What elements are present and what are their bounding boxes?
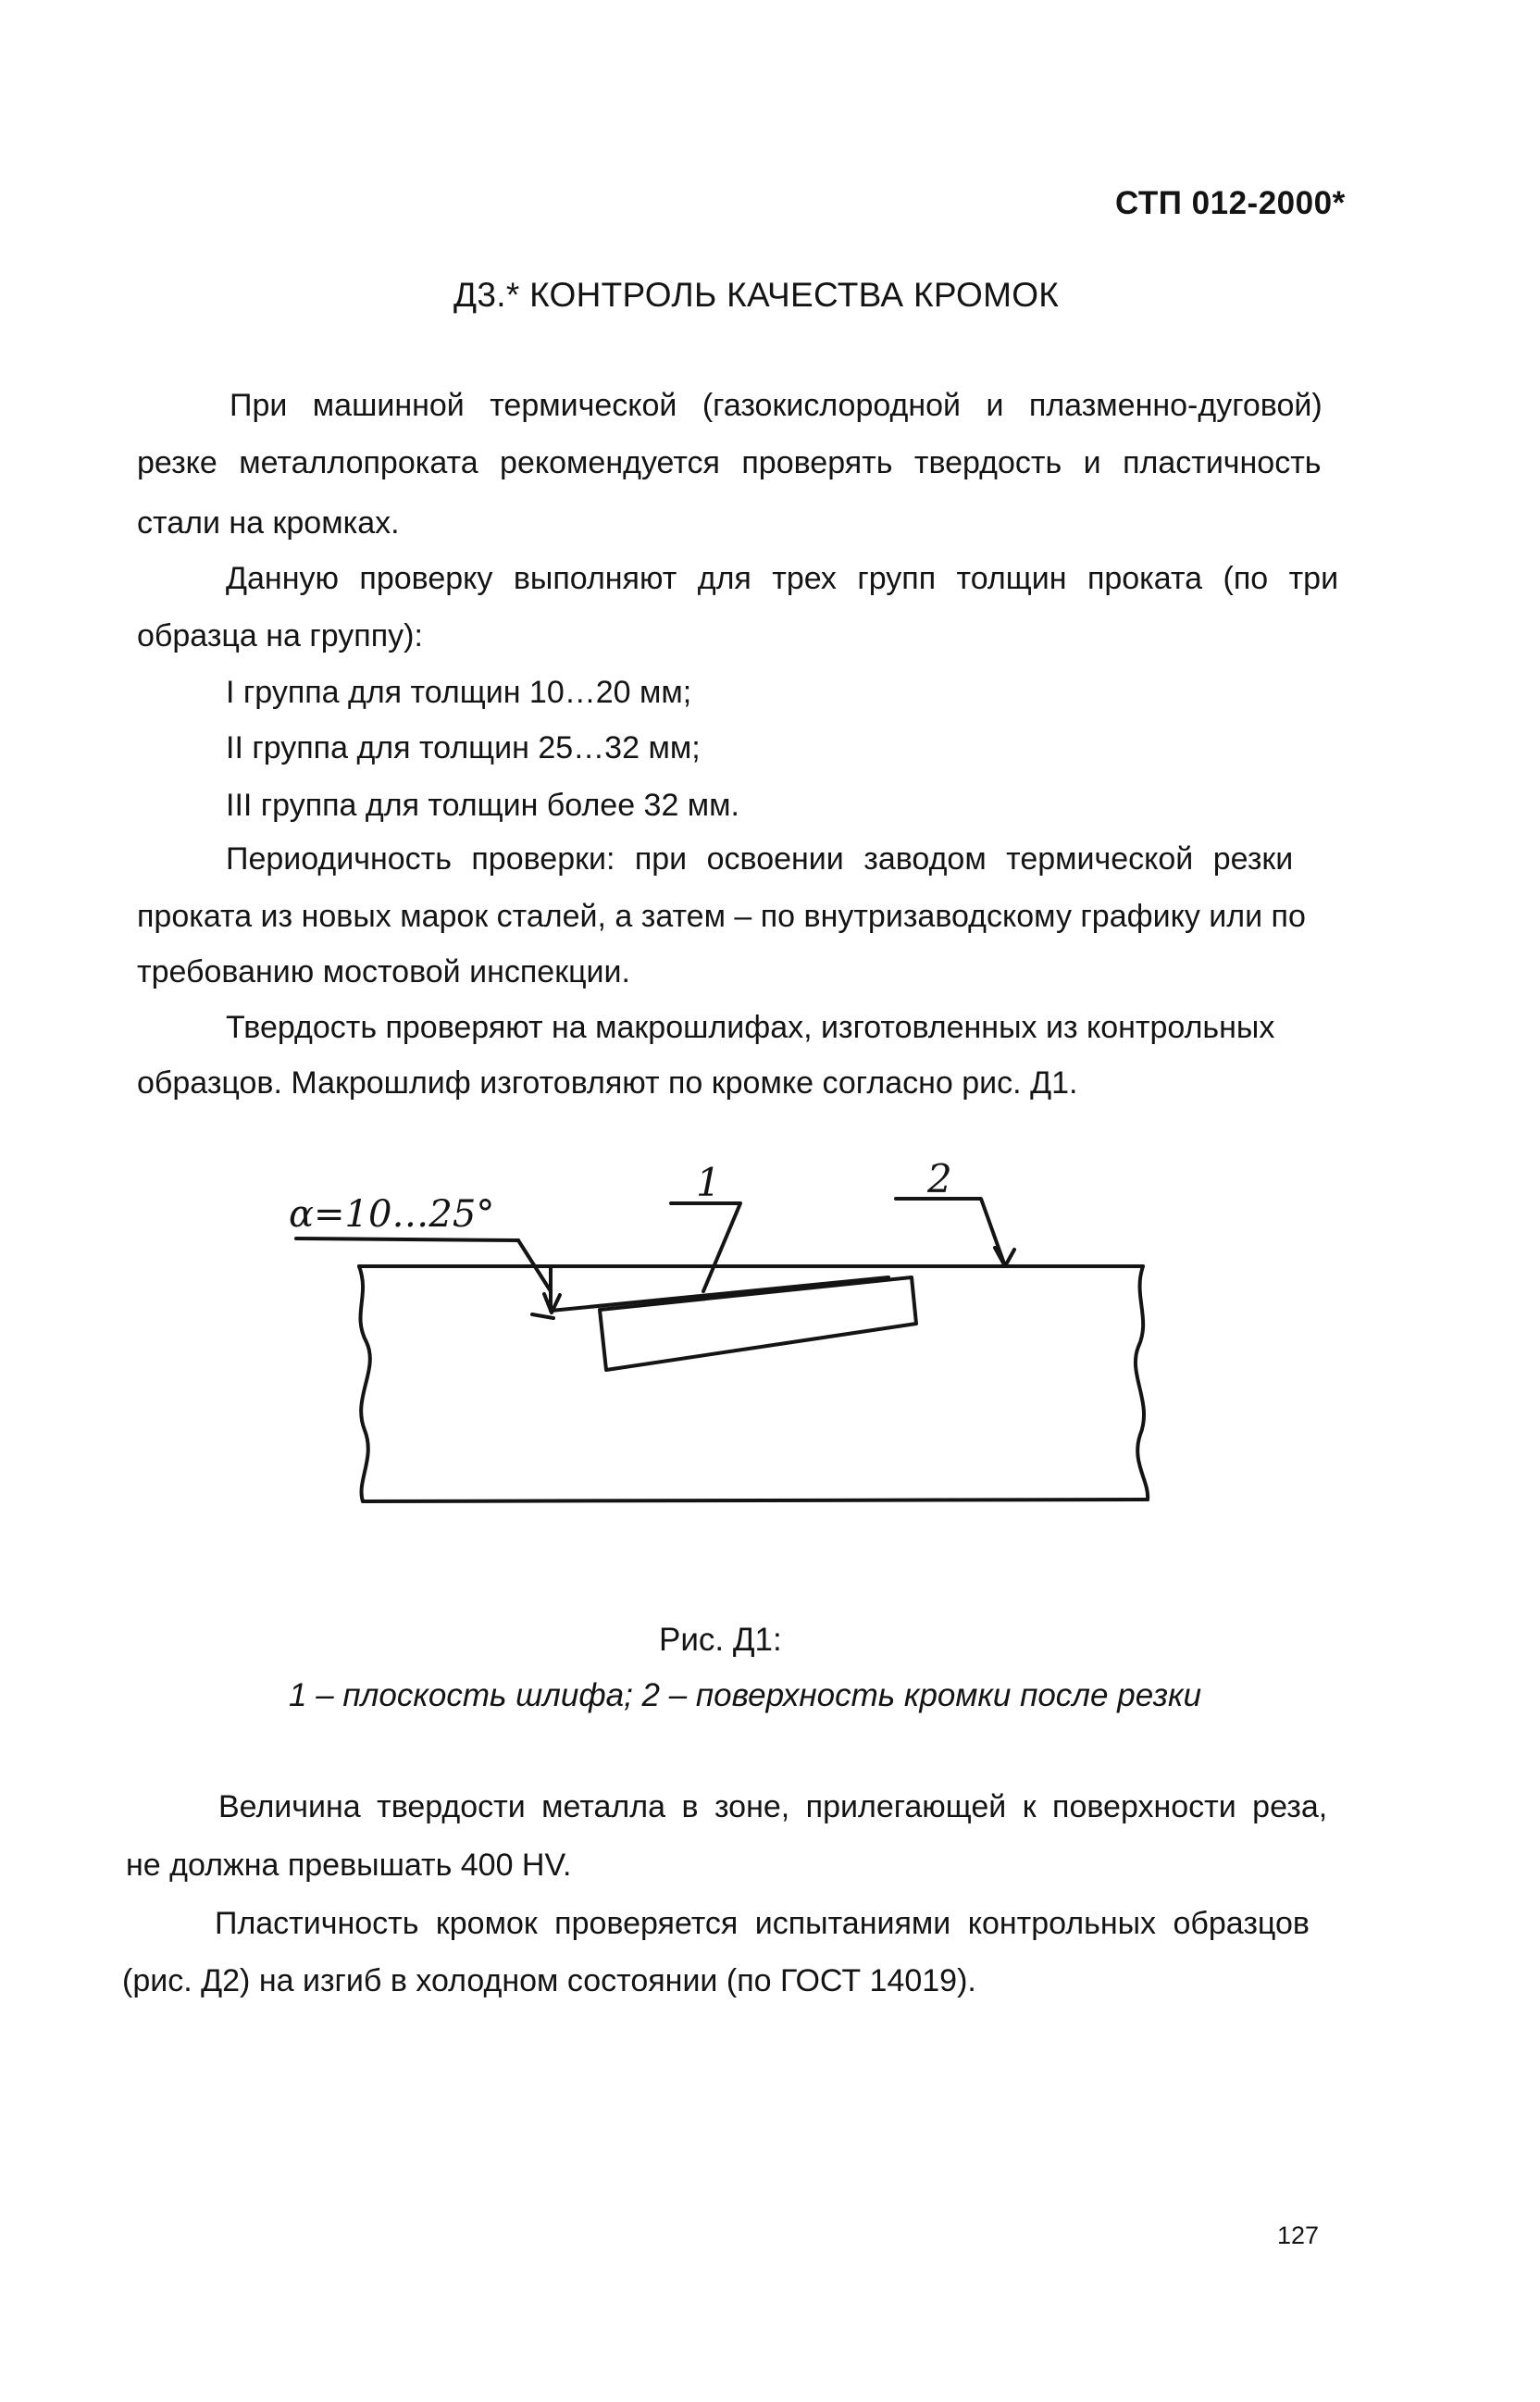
plate-right-break: [1136, 1266, 1148, 1500]
plate-left-break: [359, 1266, 370, 1501]
section-title: Д3.* КОНТРОЛЬ КАЧЕСТВА КРОМОК: [453, 276, 1060, 314]
paragraph-5-line-1: Величина твердости металла в зоне, прилегающей к поверхности реза,: [218, 1789, 1328, 1824]
leader-2: [896, 1199, 1004, 1263]
macrosection-upper: [551, 1268, 888, 1311]
paragraph-3-line-2: проката из новых марок сталей, а затем – по внутризаводскому графику или по: [137, 899, 1306, 934]
figure-caption-title: Рис. Д1:: [659, 1622, 782, 1658]
paragraph-1-line-2: резке металлопроката рекомендуется проверять твердость и пластичность: [137, 445, 1322, 480]
group-item-1: I группа для толщин 10…20 мм;: [226, 675, 692, 710]
paragraph-6-line-1: Пластичность кромок проверяется испытаниями контрольных образцов: [215, 1906, 1310, 1941]
paragraph-2-line-1: Данную проверку выполняют для трех групп толщин проката (по три: [226, 561, 1339, 596]
paragraph-4-line-1: Твердость проверяют на макрошлифах, изготовленных из контрольных: [226, 1010, 1275, 1045]
paragraph-4-line-2: образцов. Макрошлиф изготовляют по кромке согласно рис. Д1.: [137, 1065, 1078, 1101]
angle-leader-horizontal: [296, 1238, 518, 1240]
leader-2-arrow: [995, 1248, 1014, 1266]
figure-label-2: 2: [927, 1156, 952, 1201]
group-item-3: III группа для толщин более 32 мм.: [226, 788, 740, 823]
figure-label-1: 1: [696, 1160, 721, 1205]
angle-arrow-tick: [532, 1314, 553, 1318]
paragraph-3-line-3: требованию мостовой инспекции.: [137, 954, 630, 989]
paragraph-3-line-1: Периодичность проверки: при освоении заводом термической резки: [226, 841, 1294, 877]
group-item-2: II группа для толщин 25…32 мм;: [226, 730, 701, 765]
figure-caption-text: 1 – плоскость шлифа; 2 – поверхность кромки после резки: [289, 1677, 1202, 1713]
leader-1: [671, 1203, 740, 1291]
paragraph-text: При машинной термической (газокислородной и плазменно-дуговой): [230, 388, 1323, 423]
paragraph-6-line-2: (рис. Д2) на изгиб в холодном состоянии (по ГОСТ 14019).: [122, 1963, 976, 1998]
plate-bottom-edge: [363, 1500, 1148, 1501]
page-number: 127: [1277, 2222, 1320, 2249]
angle-label: α=10…25°: [289, 1193, 495, 1236]
document-code: СТП 012-2000*: [1115, 185, 1346, 221]
paragraph-1-line-3: стали на кромках.: [137, 505, 400, 541]
paragraph-2-line-2: образца на группу):: [137, 618, 423, 653]
paragraph-5-line-2: не должна превышать 400 HV.: [126, 1848, 572, 1883]
